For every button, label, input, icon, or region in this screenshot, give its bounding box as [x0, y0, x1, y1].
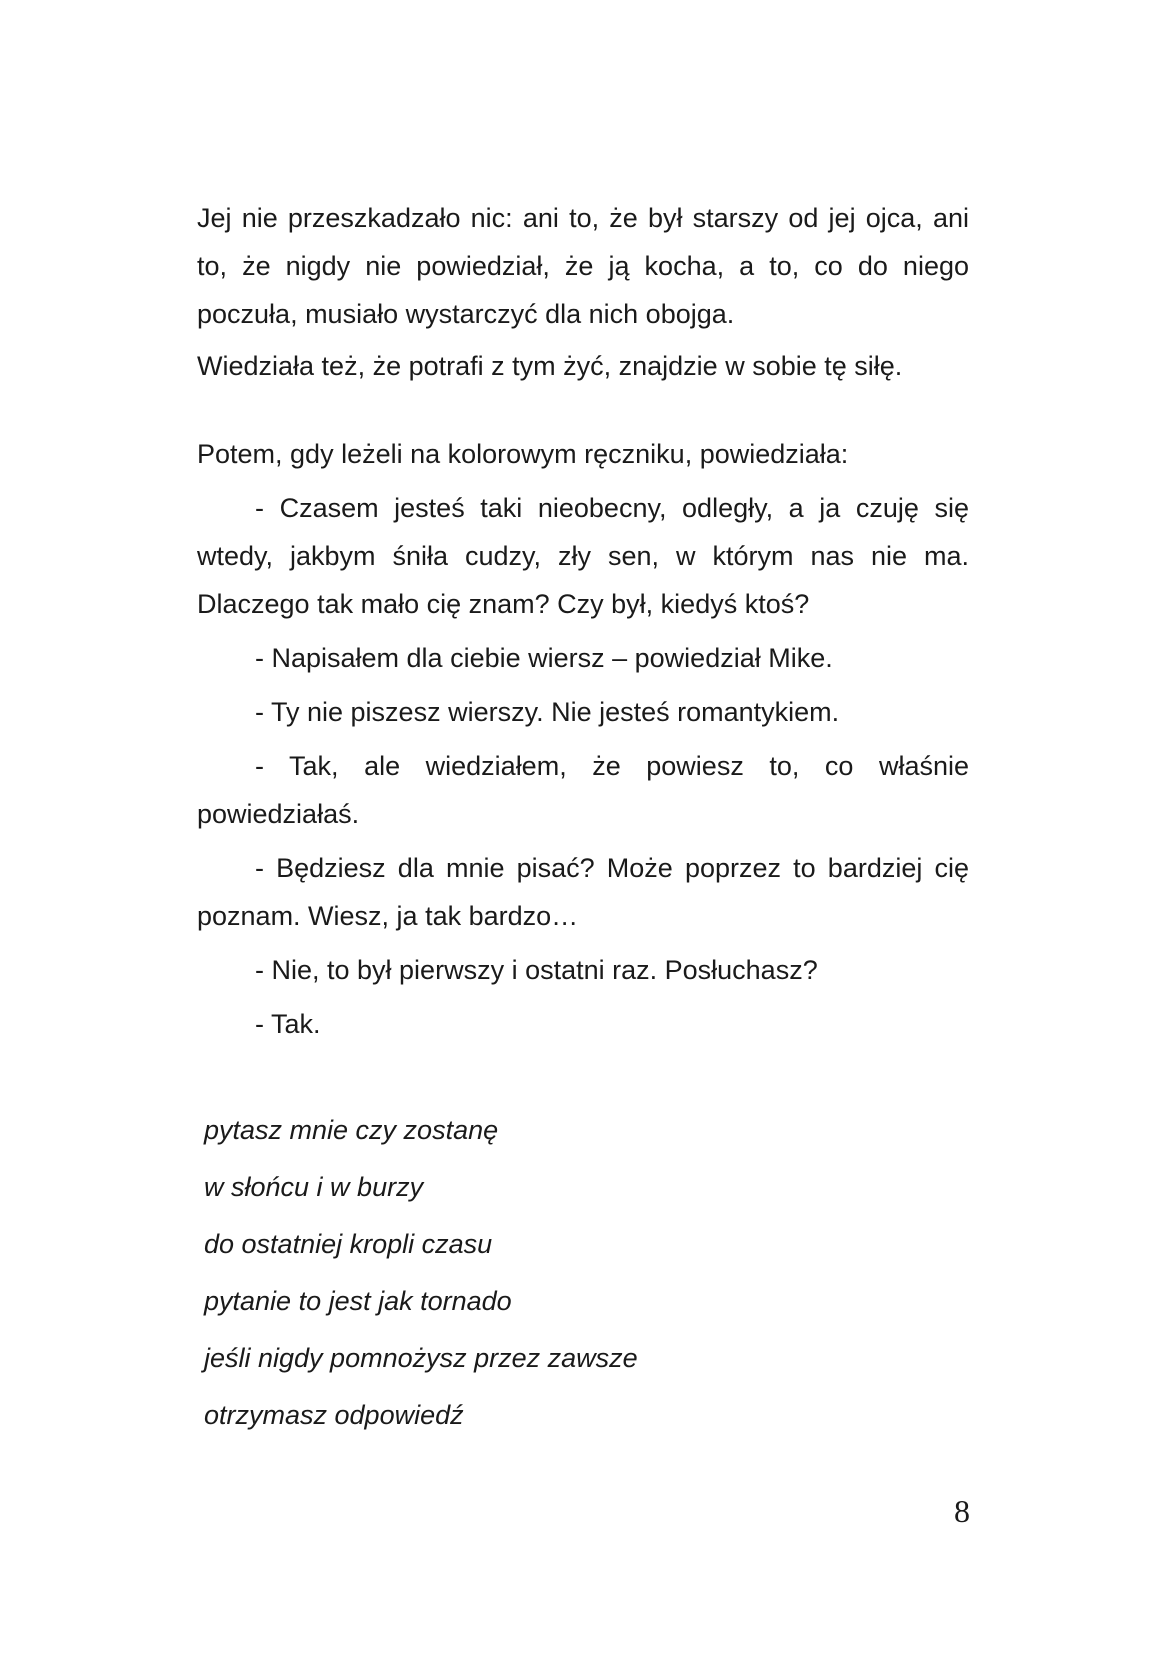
opening-paragraphs — [197, 194, 969, 390]
dialogue-line: - Będziesz dla mnie pisać? Może poprzez to bardziej cię poznam. Wiesz, ja tak bardzo… — [197, 853, 969, 931]
page-number: 8 — [954, 1493, 970, 1529]
dialogue-line: - Czasem jesteś taki nieobecny, odległy, a ja czuję się wtedy, jakbym śniła cudzy, zły sen, w którym nas nie ma. Dlaczego tak mało cię znam? Czy był, kiedyś ktoś? — [197, 493, 969, 619]
poem-line: w słońcu i w burzy — [204, 1172, 424, 1202]
dialogue-line: - Napisałem dla ciebie wiersz – powiedział Mike. — [255, 643, 833, 673]
poem-line: jeśli nigdy pomnożysz przez zawsze — [204, 1343, 638, 1373]
paragraph: Wiedziała też, że potrafi z tym żyć, znajdzie w sobie tę siłę. — [197, 351, 903, 381]
dialogue-line: - Nie, to był pierwszy i ostatni raz. Posłuchasz? — [255, 955, 818, 985]
poem — [204, 1102, 638, 1444]
paragraph: Jej nie przeszkadzało nic: ani to, że był starszy od jej ojca, ani to, że nigdy nie powiedział, że ją kocha, a to, co do niego poczuła, musiało wystarczyć dla nich obojga. — [197, 203, 969, 329]
narration-paragraph: Potem, gdy leżeli na kolorowym ręczniku, powiedziała: — [197, 439, 849, 469]
dialogue-line: - Tak, ale wiedziałem, że powiesz to, co właśnie powiedziałaś. — [197, 751, 969, 829]
dialogue-section — [197, 430, 969, 1048]
poem-line: pytanie to jest jak tornado — [204, 1286, 512, 1316]
poem-line: do ostatniej kropli czasu — [204, 1229, 493, 1259]
dialogue-line: - Ty nie piszesz wierszy. Nie jesteś romantykiem. — [255, 697, 840, 727]
poem-line: pytasz mnie czy zostanę — [204, 1115, 499, 1145]
poem-line: otrzymasz odpowiedź — [204, 1400, 464, 1430]
dialogue-line: - Tak. — [255, 1009, 321, 1039]
